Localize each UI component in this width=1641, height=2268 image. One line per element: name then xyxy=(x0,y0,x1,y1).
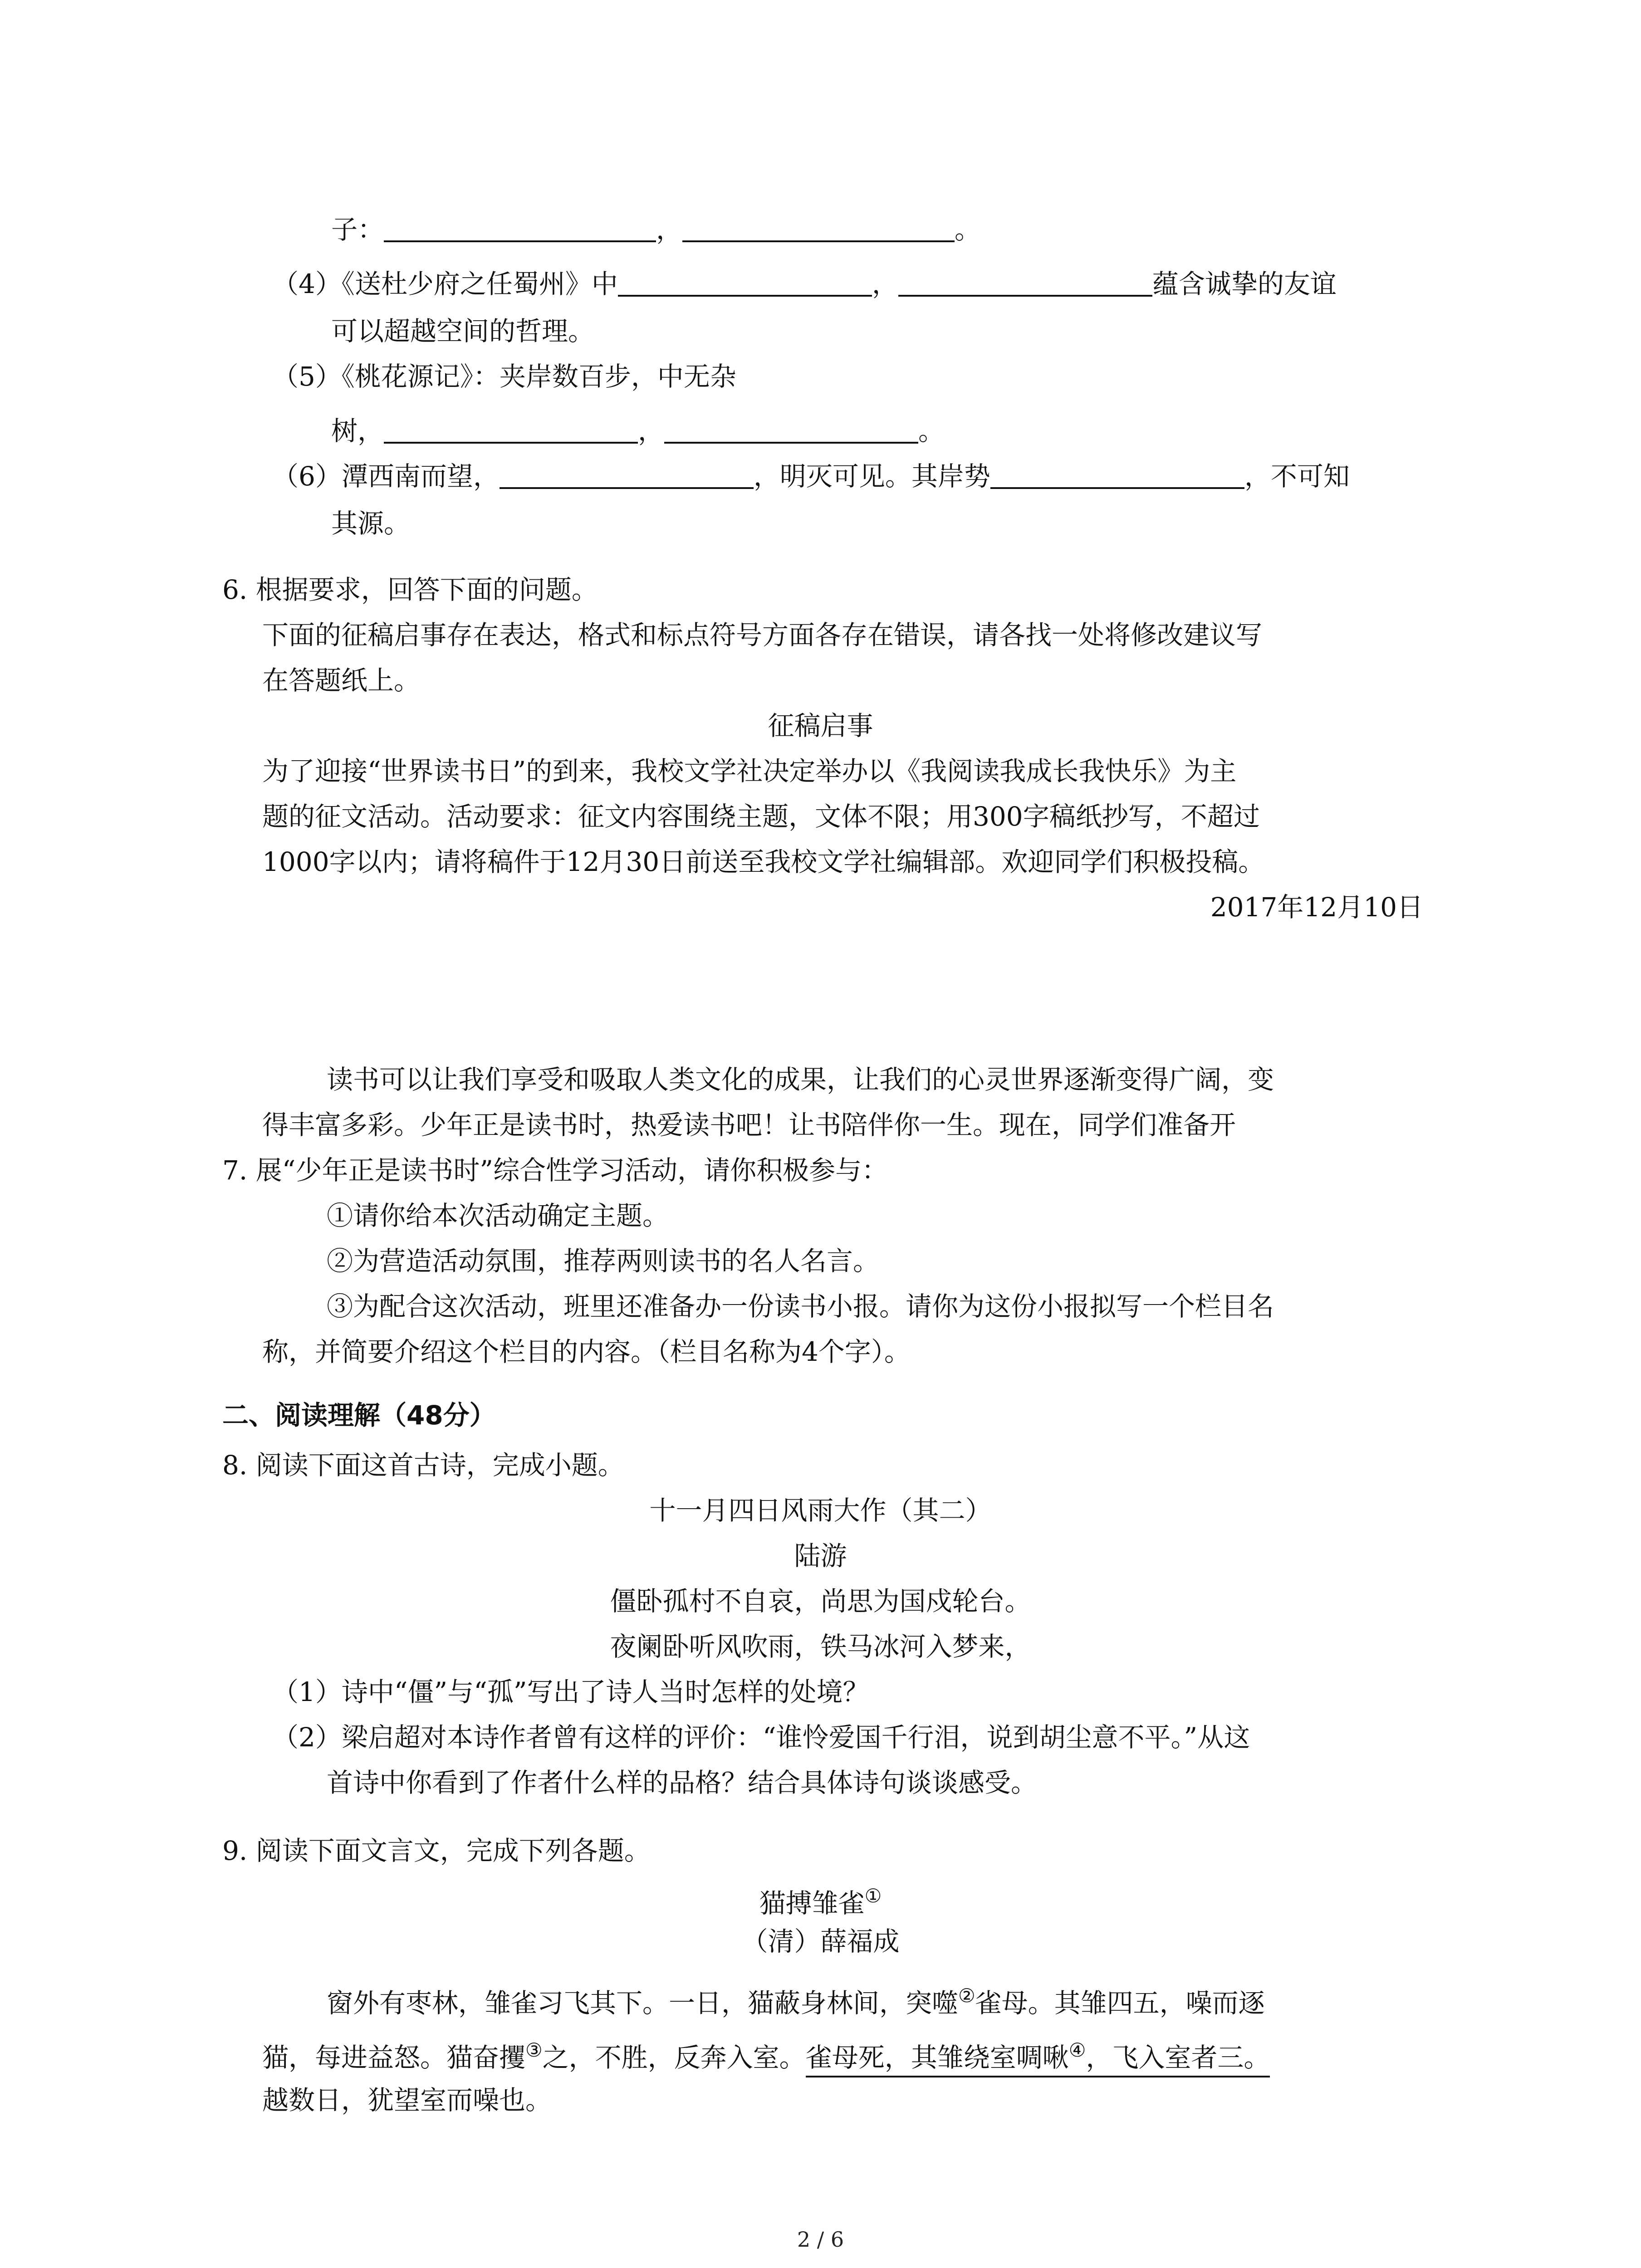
q7-task3-line2: 称，并简要介绍这个栏目的内容。（栏目名称为4个字）。 xyxy=(262,1336,911,1367)
q8-sub2-line1: （2）梁启超对本诗作者曾有这样的评价：“谁怜爱国千行泪，说到胡尘意不平。”从这 xyxy=(272,1722,1250,1753)
q5-item6-line2: 其源。 xyxy=(331,508,411,539)
q7-intro-line1: 读书可以让我们享受和吸取人类文化的成果，让我们的心灵世界逐渐变得广阔，变 xyxy=(327,1064,1274,1095)
answer-blank[interactable] xyxy=(898,267,1152,297)
footnote-marker: ② xyxy=(958,1984,975,2007)
footnote-marker: ① xyxy=(864,1885,882,1907)
answer-blank[interactable] xyxy=(618,267,872,297)
page-number: 2 / 6 xyxy=(797,2227,844,2252)
answer-blank[interactable] xyxy=(384,212,656,242)
answer-blank[interactable] xyxy=(990,459,1244,489)
text-author: （清）薛福成 xyxy=(741,1926,900,1957)
passage-line2: 猫，每进益怒。猫奋攫③之，不胜，反奔入室。雀母死，其雏绕室啁啾④，飞入室者三。 xyxy=(262,2032,1270,2076)
section-heading: 二、阅读理解（48分） xyxy=(222,1400,496,1431)
text-title: 猫搏雏雀① xyxy=(759,1885,882,1919)
q6-instructions-line1: 下面的征稿启事存在表达，格式和标点符号方面各存在错误，请各找一处将修改建议写 xyxy=(262,620,1263,650)
q7-task2: ②为营造活动氛围，推荐两则读书的名人名言。 xyxy=(327,1246,880,1276)
poem-title: 十一月四日风雨大作（其二） xyxy=(649,1495,992,1526)
poem-line2: 夜阑卧听风吹雨，铁马冰河入梦来， xyxy=(610,1631,1031,1662)
q7-intro-line2: 得丰富多彩。少年正是读书时，热爱读书吧！让书陪伴你一生。现在，同学们准备开 xyxy=(262,1110,1236,1140)
passage-line3: 越数日，犹望室而噪也。 xyxy=(262,2085,552,2116)
answer-blank[interactable] xyxy=(384,414,638,444)
q5-item6: （6）潭西南而望， ，明灭可见。其岸势 ，不可知 xyxy=(272,458,1350,494)
q5-item5-line2: 树， ， 。 xyxy=(331,413,945,449)
q6-title: 6. 根据要求，回答下面的问题。 xyxy=(222,574,598,605)
q9-title: 9. 阅读下面文言文，完成下列各题。 xyxy=(222,1835,651,1866)
passage-line1: 窗外有枣林，雏雀习飞其下。一日，猫蔽身林间，突噬②雀母。其雏四五，噪而逐 xyxy=(327,1984,1265,2019)
q7-task1: ①请你给本次活动确定主题。 xyxy=(327,1200,669,1231)
q8-sub1: （1）诗中“僵”与“孤”写出了诗人当时怎样的处境？ xyxy=(272,1677,869,1707)
q6-instructions-line2: 在答题纸上。 xyxy=(262,665,421,696)
q5-item3-tail: 子： ， 。 xyxy=(331,211,981,248)
q7-task3-line1: ③为配合这次活动，班里还准备办一份读书小报。请你为这份小报拟写一个栏目名 xyxy=(327,1291,1274,1322)
notice-title: 征稿启事 xyxy=(768,710,873,741)
answer-blank[interactable] xyxy=(500,459,754,489)
q8-title: 8. 阅读下面这首古诗，完成小题。 xyxy=(222,1450,624,1481)
q5-item4: （4）《送杜少府之任蜀州》中 ， 蕴含诚挚的友谊 xyxy=(272,266,1337,302)
answer-blank[interactable] xyxy=(682,212,955,242)
poem-line1: 僵卧孤村不自哀，尚思为国戍轮台。 xyxy=(610,1586,1031,1617)
notice-line2: 题的征文活动。活动要求：征文内容围绕主题，文体不限；用300字稿纸抄写，不超过 xyxy=(262,801,1260,832)
q5-item5-line1: （5）《桃花源记》：夹岸数百步，中无杂 xyxy=(272,361,736,392)
q5-item4-line2: 可以超越空间的哲理。 xyxy=(331,316,595,347)
notice-line1: 为了迎接“世界读书日”的到来，我校文学社决定举办以《我阅读我成长我快乐》为主 xyxy=(262,756,1237,787)
footnote-marker: ③ xyxy=(525,2039,543,2061)
poem-author: 陆游 xyxy=(794,1540,847,1571)
q8-sub2-line2: 首诗中你看到了作者什么样的品格？结合具体诗句谈谈感受。 xyxy=(327,1767,1038,1798)
underlined-sentence: 雀母死，其雏绕室啁啾④，飞入室者三。 xyxy=(806,2042,1270,2077)
notice-line3: 1000字以内；请将稿件于12月30日前送至我校文学社编辑部。欢迎同学们积极投稿。 xyxy=(262,846,1265,877)
notice-date: 2017年12月10日 xyxy=(1210,892,1423,923)
q7-intro-line3: 7. 展“少年正是读书时”综合性学习活动，请你积极参与： xyxy=(222,1155,888,1186)
footnote-marker: ④ xyxy=(1068,2039,1086,2061)
answer-blank[interactable] xyxy=(664,414,918,444)
